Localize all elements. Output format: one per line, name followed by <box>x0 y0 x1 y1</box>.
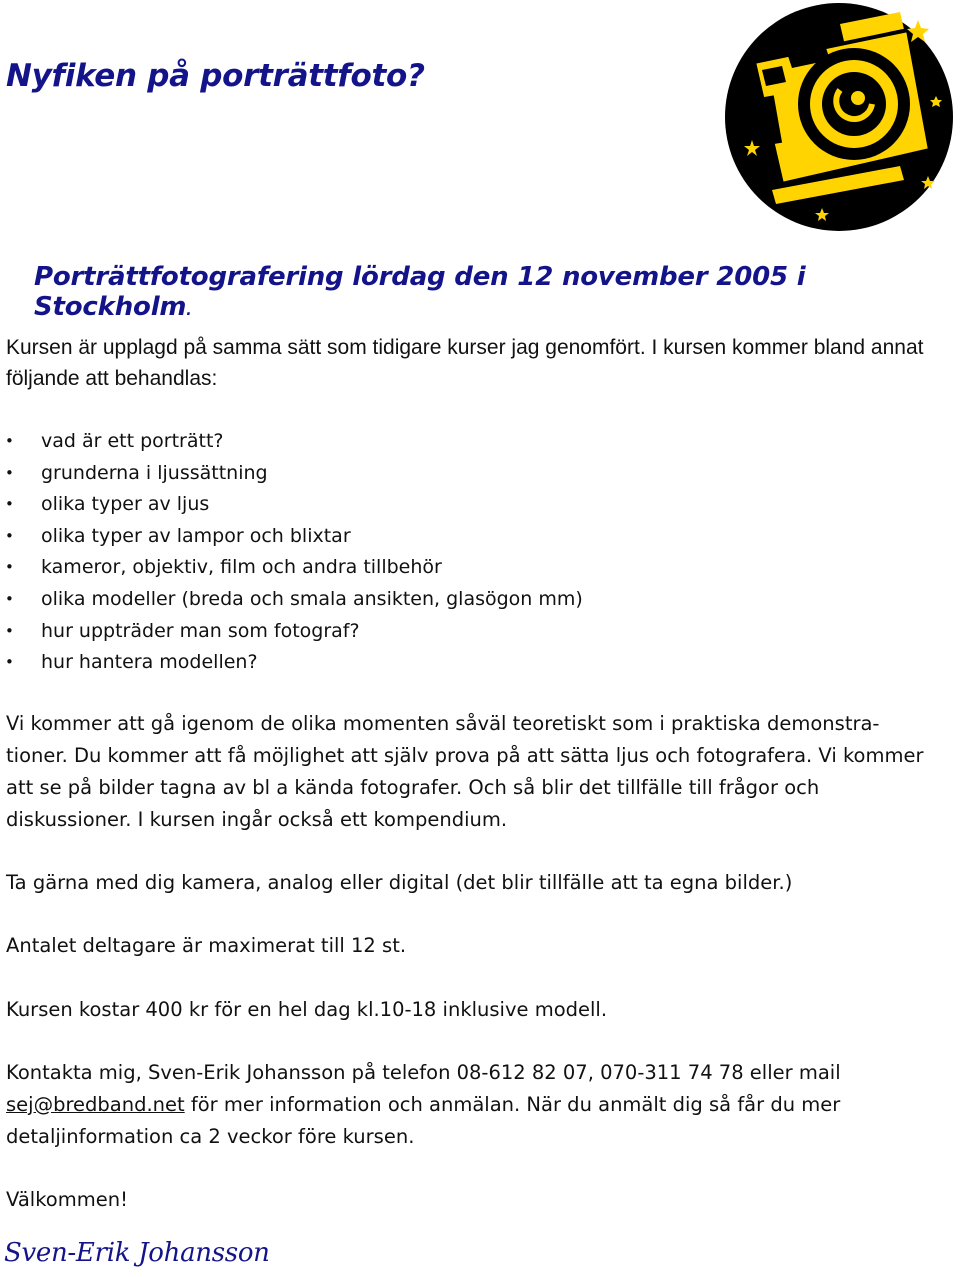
list-item <box>0 552 583 584</box>
welcome-text: Välkommen! <box>6 1188 128 1211</box>
list-item <box>0 647 583 679</box>
bullet-icon: • <box>5 526 14 545</box>
course-date-heading <box>34 262 960 322</box>
course-moments-paragraph <box>6 708 941 836</box>
bullet-icon: • <box>5 653 14 672</box>
bullet-icon: • <box>5 463 14 482</box>
email-link[interactable]: sej@bredband.net <box>6 1093 185 1116</box>
list-item-text: olika typer av lampor och blixtar <box>41 524 351 547</box>
signature: Sven-Erik Johansson <box>4 1238 270 1268</box>
list-item-text: hur hantera modellen? <box>41 651 258 674</box>
page-title: Nyfiken på porträttfoto? <box>6 58 425 94</box>
list-item-text: olika typer av ljus <box>41 493 210 516</box>
list-item <box>0 489 583 521</box>
list-item <box>0 521 583 553</box>
bring-camera-paragraph: Ta gärna med dig kamera, analog eller digital (det blir tillfälle att ta egna bilder.) <box>6 871 793 894</box>
course-date-period: . <box>186 303 192 319</box>
list-item-text: kameror, objektiv, film och andra tillbehör <box>41 556 442 579</box>
topic-list <box>0 426 583 679</box>
list-item-text: olika modeller (breda och smala ansikten, glasögon mm) <box>41 587 583 610</box>
contact-text: Kontakta mig, Sven-Erik Johansson på telefon 08-612 82 07, 070-311 74 78 eller mail <box>6 1061 841 1084</box>
list-item-text: grunderna i ljussättning <box>41 461 268 484</box>
list-item <box>0 458 583 490</box>
max-participants-paragraph: Antalet deltagare är maximerat till 12 st. <box>6 934 407 957</box>
contact-followup-text: för mer information och anmälan. När du anmält dig så får du mer detaljinformation ca 2 veckor före kursen. <box>6 1093 841 1148</box>
list-item <box>0 426 583 458</box>
list-item-text: hur uppträder man som fotograf? <box>41 619 360 642</box>
bullet-icon: • <box>5 558 14 577</box>
camera-icon <box>722 0 956 234</box>
bullet-icon: • <box>5 621 14 640</box>
course-moments-line1: Vi kommer att gå igenom de olika momenten såväl teoretiskt som i praktiska demonstra- <box>6 712 880 735</box>
course-date-text: Porträttfotografering lördag den 12 november 2005 i Stockholm <box>34 262 806 322</box>
bullet-icon: • <box>5 432 14 450</box>
contact-paragraph <box>6 1057 936 1153</box>
bullet-icon: • <box>5 589 14 608</box>
bullet-icon: • <box>5 495 14 514</box>
intro-paragraph: Kursen är upplagd på samma sätt som tidigare kurser jag genomfört. I kursen kommer bland annat följande att behandlas: <box>6 336 924 390</box>
course-moments-rest: tioner. Du kommer att få möjlighet att själv prova på att sätta ljus och fotografera. Vi kommer att se på bilder tagna av bl a kända fotografer. Och så blir det tillfälle till frågor och diskussioner. I kursen ingår också ett kompendium. <box>6 744 924 831</box>
list-item-text: vad är ett porträtt? <box>41 430 224 452</box>
list-item <box>0 584 583 616</box>
list-item <box>0 616 583 648</box>
course-cost-paragraph: Kursen kostar 400 kr för en hel dag kl.10-18 inklusive modell. <box>6 998 608 1021</box>
